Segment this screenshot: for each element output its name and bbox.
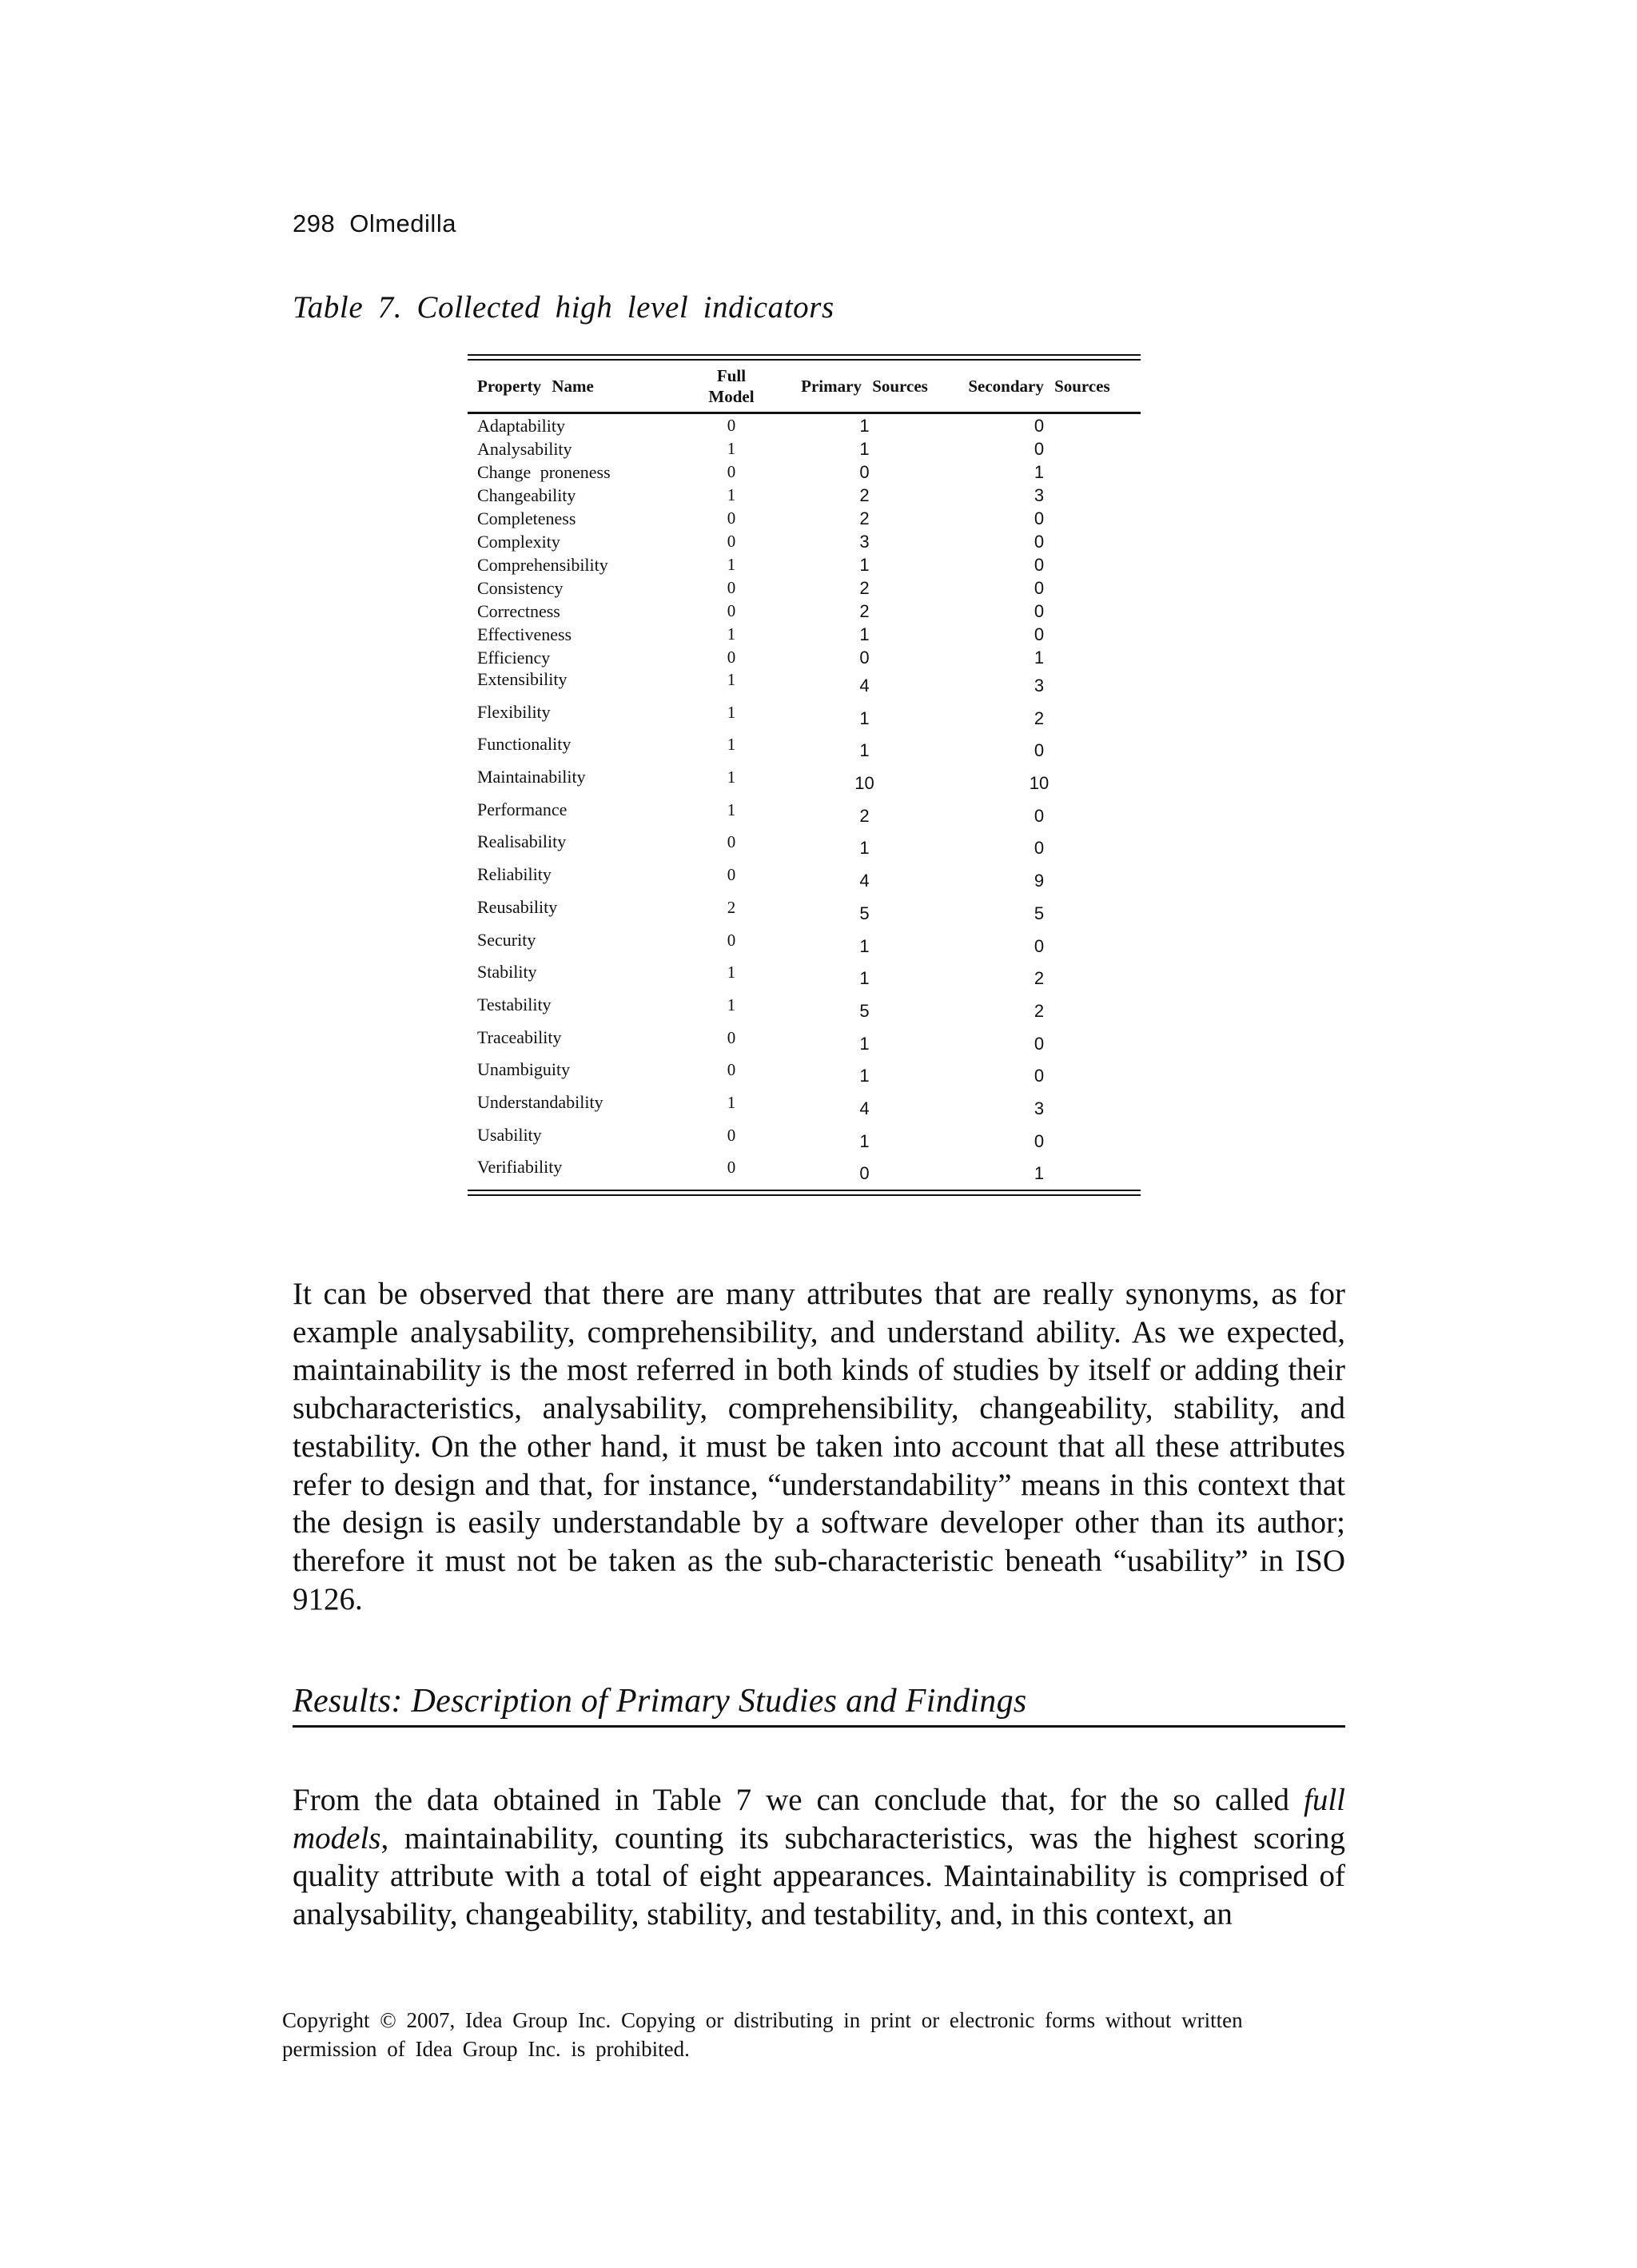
- cell-property-name: Functionality: [477, 734, 572, 755]
- cell-full-model: 0: [727, 1027, 736, 1047]
- cell-secondary-sources: 1: [1034, 1163, 1045, 1184]
- cell-property-name: Complexity: [477, 532, 560, 552]
- page-number: 298: [293, 209, 336, 237]
- cell-full-model: 0: [727, 532, 736, 551]
- cell-property-name: Comprehensibility: [477, 555, 608, 575]
- cell-full-model: 0: [727, 578, 736, 597]
- table-row: [468, 831, 1141, 864]
- cell-primary-sources: 1: [859, 708, 870, 728]
- cell-property-name: Traceability: [477, 1026, 562, 1047]
- cell-primary-sources: 0: [859, 1163, 870, 1184]
- table-top-rule: [468, 354, 1141, 361]
- table-row: [468, 1059, 1141, 1092]
- cell-full-model: 1: [727, 555, 736, 574]
- cell-full-model: 1: [727, 485, 736, 504]
- cell-secondary-sources: 0: [1034, 555, 1045, 575]
- column-header-full-model: [671, 361, 791, 412]
- cell-property-name: Realisability: [477, 831, 567, 852]
- cell-primary-sources: 2: [859, 805, 870, 826]
- cell-full-model: 1: [727, 799, 736, 819]
- column-header-primary-sources: Primary Sources: [801, 376, 928, 396]
- table-row: [468, 864, 1141, 897]
- cell-property-name: Reliability: [477, 864, 552, 885]
- cell-property-name: Performance: [477, 799, 568, 819]
- cell-primary-sources: 1: [859, 555, 870, 575]
- table-row: [468, 767, 1141, 799]
- cell-secondary-sources: 0: [1034, 1033, 1045, 1054]
- cell-secondary-sources: 0: [1034, 416, 1045, 436]
- table-row: [468, 1125, 1141, 1158]
- cell-primary-sources: 1: [859, 838, 870, 859]
- cell-secondary-sources: 0: [1034, 578, 1045, 598]
- table-row: [468, 897, 1141, 930]
- table-row: [468, 576, 1141, 600]
- cell-primary-sources: 0: [859, 462, 870, 482]
- paragraph-text-after: , maintainability, counting its subcharacteristics, was the highest scoring quality attribute with a total of eight appearances. Maintainability is comprised of analysability, changeability, stability, and testability, and, in this context, an: [293, 1820, 1345, 1932]
- cell-full-model: 1: [727, 702, 736, 722]
- cell-secondary-sources: 0: [1034, 624, 1045, 644]
- table-row: [468, 507, 1141, 530]
- cell-secondary-sources: 0: [1034, 935, 1045, 956]
- table-row: [468, 646, 1141, 669]
- emphasis-full-models: full models: [293, 1783, 1345, 1855]
- cell-secondary-sources: 2: [1034, 1000, 1045, 1021]
- cell-full-model: 1: [727, 624, 736, 644]
- cell-secondary-sources: 0: [1034, 532, 1045, 552]
- cell-primary-sources: 0: [859, 648, 870, 668]
- cell-full-model: 0: [727, 832, 736, 852]
- cell-property-name: Analysability: [477, 439, 572, 459]
- cell-property-name: Change proneness: [477, 462, 611, 482]
- cell-primary-sources: 1: [859, 740, 870, 761]
- cell-property-name: Unambiguity: [477, 1059, 571, 1080]
- cell-full-model: 1: [727, 735, 736, 755]
- copyright-notice: Copyright © 2007, Idea Group Inc. Copying or distributing in print or electronic forms without written permission of Idea Group Inc. is prohibited.: [282, 2008, 1243, 2061]
- body-paragraph-results: [293, 1781, 1345, 1934]
- table-row: [468, 702, 1141, 735]
- cell-primary-sources: 1: [859, 624, 870, 644]
- cell-primary-sources: 2: [859, 601, 870, 621]
- cell-full-model: 0: [727, 930, 736, 950]
- cell-property-name: Changeability: [477, 485, 576, 505]
- column-header-full-model-line1: Full: [716, 366, 747, 385]
- cell-primary-sources: 1: [859, 935, 870, 956]
- cell-property-name: Efficiency: [477, 648, 551, 668]
- body-paragraph: It can be observed that there are many attributes that are really synonyms, as for example analysability, comprehensibility, and understand ability. As we expected, maintainability is the most referred in both kinds of studies by itself or adding their subcharacteristics, analysability, comprehensibility, changeability, stability, and testability. On the other hand, it must be taken into account that all these attributes refer to design and that, for instance, “understandability” means in this context that the design is easily understandable by a software developer other than its author; therefore it must not be taken as the sub-characteristic beneath “usability” in ISO 9126.: [293, 1277, 1345, 1616]
- table-row: [468, 1027, 1141, 1060]
- table-row: [468, 994, 1141, 1027]
- table-row: [468, 553, 1141, 576]
- cell-secondary-sources: 2: [1034, 968, 1045, 989]
- table-row: [468, 799, 1141, 832]
- table-row: [468, 1092, 1141, 1125]
- column-header-property-name: Property Name: [477, 376, 594, 396]
- cell-secondary-sources: 0: [1034, 740, 1045, 761]
- cell-secondary-sources: 0: [1034, 1066, 1045, 1086]
- cell-property-name: Testability: [477, 994, 552, 1014]
- cell-primary-sources: 1: [859, 416, 870, 436]
- cell-full-model: 2: [727, 897, 736, 917]
- cell-full-model: 0: [727, 601, 736, 620]
- cell-secondary-sources: 0: [1034, 439, 1045, 459]
- cell-property-name: Stability: [477, 962, 537, 983]
- cell-primary-sources: 4: [859, 676, 870, 696]
- cell-primary-sources: 1: [859, 1130, 870, 1151]
- column-header-secondary-sources: Secondary Sources: [968, 376, 1110, 396]
- section-heading: Results: Description of Primary Studies and Findings: [293, 1682, 1345, 1728]
- indicators-table: [468, 354, 1141, 1196]
- cell-property-name: Understandability: [477, 1091, 603, 1112]
- cell-property-name: Extensibility: [477, 669, 568, 689]
- table-row: [468, 484, 1141, 507]
- cell-full-model: 0: [727, 1060, 736, 1080]
- cell-full-model: 0: [727, 416, 736, 435]
- cell-primary-sources: 1: [859, 439, 870, 459]
- cell-secondary-sources: 1: [1034, 462, 1045, 482]
- cell-property-name: Reusability: [477, 896, 558, 917]
- cell-secondary-sources: 10: [1029, 773, 1050, 794]
- cell-full-model: 0: [727, 648, 736, 667]
- indicators-table-grid: [468, 361, 1141, 1190]
- cell-primary-sources: 2: [859, 508, 870, 528]
- table-row: [468, 962, 1141, 994]
- cell-full-model: 0: [727, 462, 736, 481]
- cell-primary-sources: 2: [859, 578, 870, 598]
- running-head-author: Olmedilla: [349, 209, 456, 237]
- table-caption: Table 7. Collected high level indicators: [293, 290, 834, 325]
- cell-full-model: 1: [727, 439, 736, 458]
- cell-primary-sources: 1: [859, 968, 870, 989]
- cell-secondary-sources: 0: [1034, 601, 1045, 621]
- cell-property-name: Correctness: [477, 601, 560, 621]
- cell-secondary-sources: 9: [1034, 871, 1045, 891]
- cell-full-model: 1: [727, 963, 736, 983]
- cell-primary-sources: 10: [854, 773, 874, 794]
- cell-full-model: 1: [727, 767, 736, 787]
- cell-property-name: Completeness: [477, 508, 576, 528]
- running-head: [293, 209, 456, 238]
- cell-property-name: Maintainability: [477, 767, 586, 787]
- table-row: [468, 460, 1141, 484]
- cell-primary-sources: 2: [859, 485, 870, 505]
- table-row: [468, 930, 1141, 963]
- cell-full-model: 0: [727, 508, 736, 528]
- cell-secondary-sources: 3: [1034, 1098, 1045, 1118]
- table-row: [468, 623, 1141, 646]
- cell-secondary-sources: 2: [1034, 708, 1045, 728]
- cell-full-model: 0: [727, 1158, 736, 1178]
- cell-full-model: 1: [727, 670, 736, 689]
- cell-secondary-sources: 0: [1034, 805, 1045, 826]
- cell-full-model: 0: [727, 1125, 736, 1145]
- cell-property-name: Verifiability: [477, 1157, 563, 1178]
- cell-secondary-sources: 0: [1034, 838, 1045, 859]
- cell-primary-sources: 3: [859, 532, 870, 552]
- table-row: [468, 600, 1141, 623]
- table-row: [468, 734, 1141, 767]
- cell-property-name: Consistency: [477, 578, 564, 598]
- table-row: [468, 530, 1141, 553]
- cell-primary-sources: 1: [859, 1033, 870, 1054]
- cell-property-name: Security: [477, 929, 536, 950]
- cell-secondary-sources: 5: [1034, 903, 1045, 923]
- column-header-full-model-line2: Model: [708, 387, 755, 406]
- cell-primary-sources: 1: [859, 1066, 870, 1086]
- table-row: [468, 1157, 1141, 1190]
- cell-secondary-sources: 0: [1034, 1130, 1045, 1151]
- table-row: [468, 437, 1141, 460]
- table-header-row: [468, 361, 1141, 412]
- cell-property-name: Effectiveness: [477, 624, 572, 644]
- cell-secondary-sources: 0: [1034, 508, 1045, 528]
- cell-full-model: 0: [727, 865, 736, 885]
- table-bottom-rule: [468, 1190, 1141, 1196]
- cell-property-name: Adaptability: [477, 416, 565, 436]
- cell-secondary-sources: 3: [1034, 676, 1045, 696]
- paragraph-text-before: From the data obtained in Table 7 we can conclude that, for the so called: [293, 1783, 1304, 1817]
- cell-secondary-sources: 1: [1034, 648, 1045, 668]
- table-row: [468, 669, 1141, 702]
- cell-primary-sources: 5: [859, 1000, 870, 1021]
- cell-primary-sources: 4: [859, 1098, 870, 1118]
- cell-full-model: 1: [727, 1092, 736, 1112]
- cell-property-name: Flexibility: [477, 701, 551, 722]
- cell-primary-sources: 4: [859, 871, 870, 891]
- cell-primary-sources: 5: [859, 903, 870, 923]
- cell-property-name: Usability: [477, 1124, 542, 1145]
- cell-full-model: 1: [727, 994, 736, 1014]
- cell-secondary-sources: 3: [1034, 485, 1045, 505]
- table-row: [468, 414, 1141, 437]
